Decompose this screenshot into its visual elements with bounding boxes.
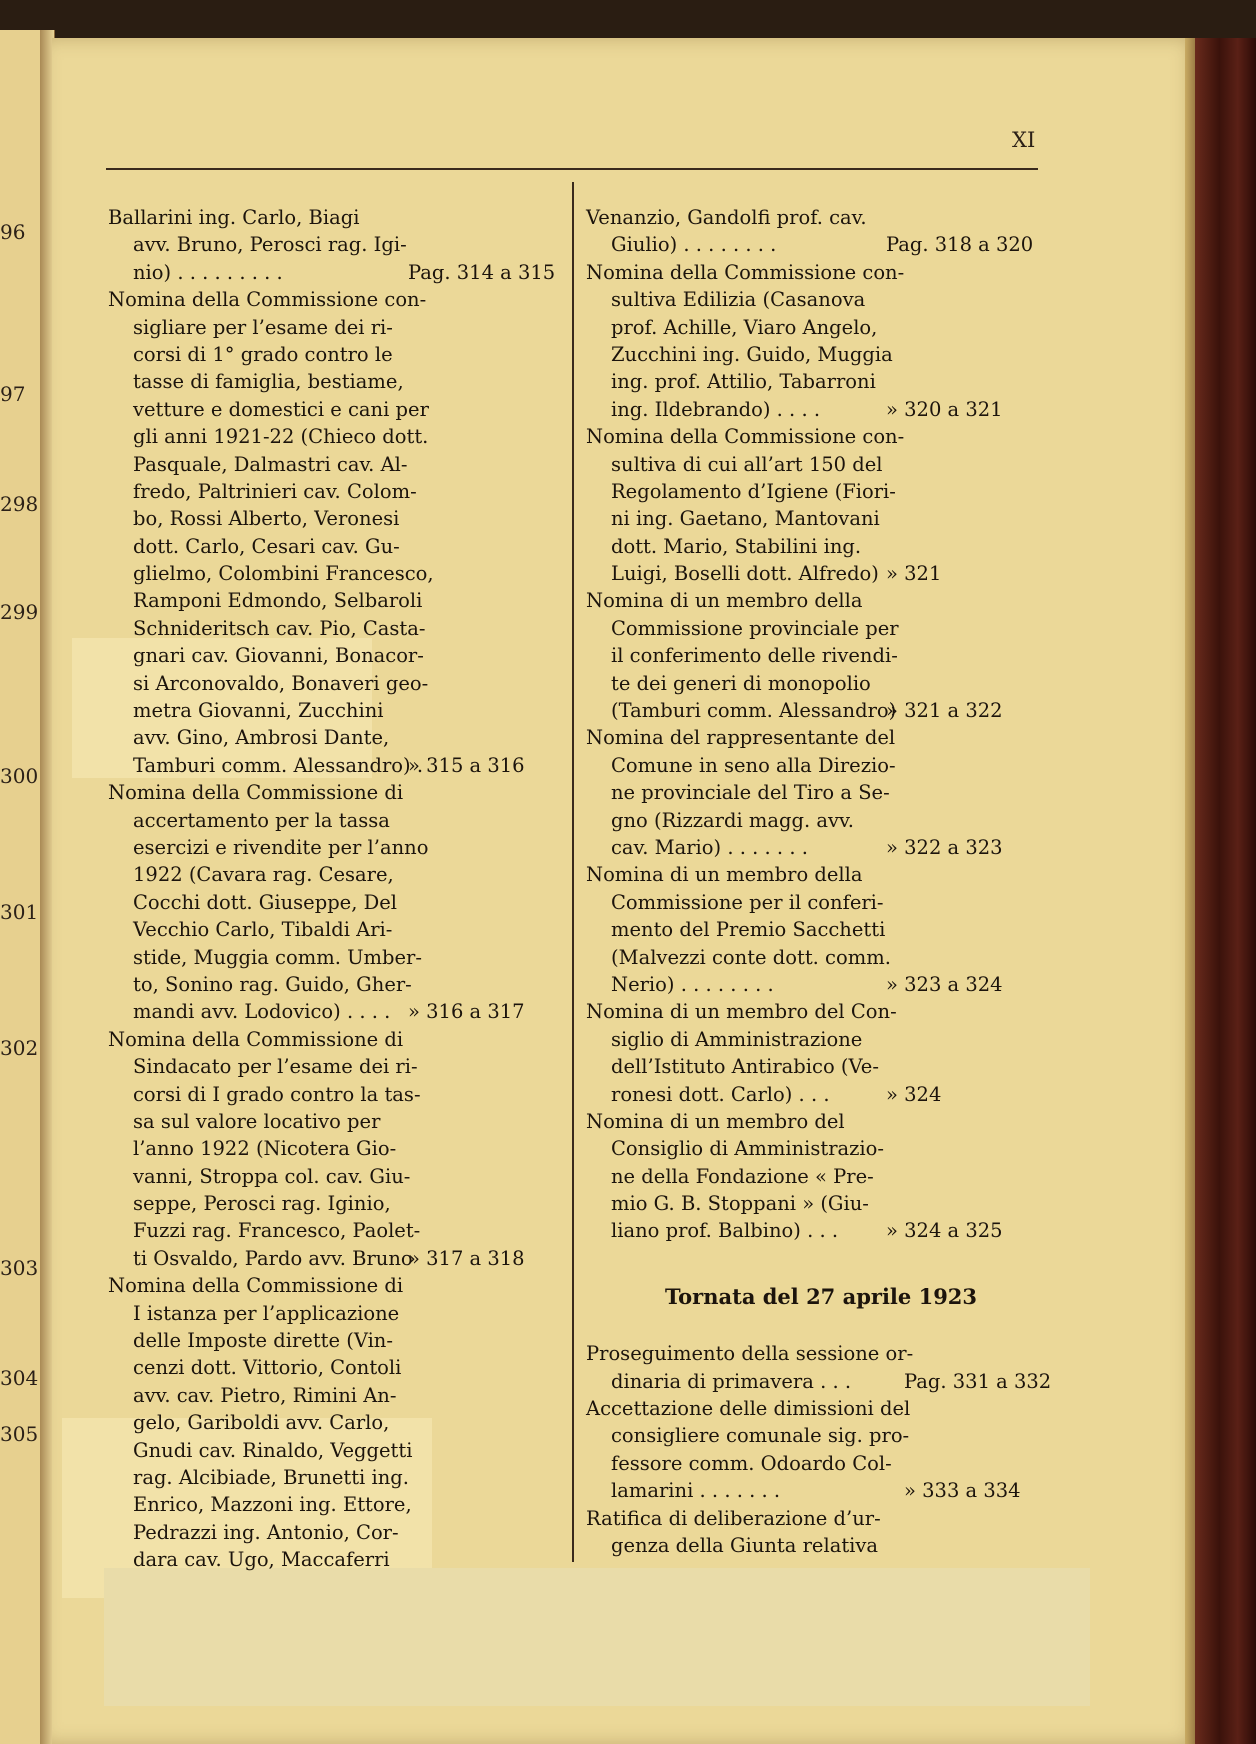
index-entry (586, 1340, 1056, 1395)
page-reference: Pag. 314 a 315 (408, 260, 556, 284)
entry-line: mio G. B. Stoppani » (Giu- (611, 1192, 869, 1216)
entry-line: Nomina della Commissione di (108, 1027, 404, 1051)
entry-line: fredo, Paltrinieri cav. Colom- (133, 479, 417, 503)
entry-line: sa sul valore locativo per (133, 1109, 381, 1133)
index-entry (108, 1272, 572, 1573)
index-entry (108, 204, 572, 286)
entry-line: cav. Mario) . . . . . . . » 322 a 323 (586, 834, 1056, 861)
margin-number: 300 (0, 764, 39, 788)
section-title: Tornata del 27 aprile 1923 (664, 1283, 978, 1309)
entry-line: Pedrazzi ing. Antonio, Cor- (133, 1520, 399, 1544)
entry-line: Commissione provinciale per (611, 616, 899, 640)
entry-line: vanni, Stroppa col. cav. Giu- (133, 1164, 411, 1188)
right-column-entries (586, 204, 1056, 1245)
entry-line: glielmo, Colombini Francesco, (133, 562, 434, 586)
section-entries (586, 1340, 1056, 1559)
entry-line: vetture e domestici e cani per (133, 397, 429, 421)
entry-line: delle Imposte dirette (Vin- (133, 1329, 393, 1353)
entry-line: Schnideritsch cav. Pio, Casta- (133, 616, 426, 640)
entry-line: Nomina del rappresentante del (586, 726, 896, 750)
entry-line: Nomina della Commissione con- (586, 260, 905, 284)
entry-line: Enrico, Mazzoni ing. Ettore, (133, 1493, 412, 1517)
entry-line: (Tamburi comm. Alessandro) » 321 a 322 (586, 697, 1056, 724)
entry-line: Tamburi comm. Alessandro) . » 315 a 316 (108, 752, 572, 779)
entry-line: tasse di famiglia, bestiame, (133, 370, 404, 394)
entry-line: bo, Rossi Alberto, Veronesi (133, 507, 400, 531)
page-reference: » 317 a 318 (408, 1246, 525, 1270)
entry-line: Ballarini ing. Carlo, Biagi (108, 206, 360, 229)
page-reference: » 320 a 321 (886, 397, 1003, 421)
entry-line: Vecchio Carlo, Tibaldi Ari- (133, 918, 393, 942)
entry-line: esercizi e rivendite per l’anno (133, 835, 429, 859)
index-entry (586, 724, 1056, 861)
entry-line: Nerio) . . . . . . . . » 323 a 324 (586, 971, 1056, 998)
entry-line: Ratifica di deliberazione d’ur- (586, 1506, 881, 1530)
entry-line: Giulio) . . . . . . . . Pag. 318 a 320 (586, 231, 1056, 258)
entry-line: gnari cav. Giovanni, Bonacor- (133, 644, 424, 668)
entry-line: Ramponi Edmondo, Selbaroli (133, 589, 423, 613)
entry-line: dell’Istituto Antirabico (Ve- (611, 1055, 879, 1079)
entry-line: ti Osvaldo, Pardo avv. Bruno » 317 a 318 (108, 1245, 572, 1272)
index-entry (586, 998, 1056, 1108)
entry-line: Regolamento d’Igiene (Fiori- (611, 479, 896, 503)
entry-line: Fuzzi rag. Francesco, Paolet- (133, 1219, 421, 1243)
index-entry (586, 861, 1056, 998)
entry-line: l’anno 1922 (Nicotera Gio- (133, 1137, 397, 1161)
entry-line: gno (Rizzardi magg. avv. (611, 808, 854, 832)
index-entry (586, 1108, 1056, 1245)
entry-line: ing. Ildebrando) . . . . » 320 a 321 (586, 396, 1056, 423)
left-column (108, 204, 572, 1574)
entry-line: Venanzio, Gandolfi prof. cav. (586, 206, 867, 229)
index-entry (586, 587, 1056, 724)
index-entry (586, 259, 1056, 423)
entry-line: lamarini . . . . . . . » 333 a 334 (586, 1477, 1056, 1504)
entry-line: Zucchini ing. Guido, Muggia (611, 342, 893, 366)
page-reference: » 324 a 325 (886, 1219, 1003, 1243)
entry-line: siglio di Amministrazione (611, 1027, 863, 1051)
entry-line: liano prof. Balbino) . . . » 324 a 325 (586, 1217, 1056, 1244)
entry-line: sigliare per l’esame dei ri- (133, 315, 393, 339)
index-entry (586, 423, 1056, 587)
header-rule (106, 168, 1038, 170)
entry-line: te dei generi di monopolio (611, 671, 871, 695)
entry-line: Luigi, Boselli dott. Alfredo) » 321 (586, 560, 1056, 587)
margin-number: 302 (0, 1036, 39, 1060)
entry-line: il conferimento delle rivendi- (611, 644, 898, 668)
entry-line: dinaria di primavera . . . Pag. 331 a 332 (586, 1368, 1056, 1395)
entry-line: corsi di I grado contro la tas- (133, 1082, 421, 1106)
pasted-paper-strip (104, 1568, 1090, 1706)
entry-line: Nomina della Commissione con- (586, 425, 905, 449)
entry-line: avv. Gino, Ambrosi Dante, (133, 726, 390, 750)
entry-line: Consiglio di Amministrazio- (611, 1137, 884, 1161)
entry-line: sultiva di cui all’art 150 del (611, 452, 883, 476)
entry-line: Sindacato per l’esame dei ri- (133, 1055, 418, 1079)
entry-line: (Malvezzi conte dott. comm. (611, 945, 891, 969)
entry-line: Nomina di un membro della (586, 863, 863, 887)
entry-line: Nomina della Commissione con- (108, 288, 427, 312)
book-binding (1195, 38, 1256, 1744)
index-entry (108, 286, 572, 779)
entry-line: corsi di 1° grado contro le (133, 342, 393, 366)
entry-line: Comune in seno alla Direzio- (611, 753, 896, 777)
entry-line: avv. Bruno, Perosci rag. Igi- (133, 233, 407, 257)
entry-line: ne provinciale del Tiro a Se- (611, 781, 890, 805)
entry-line: Accettazione delle dimissioni del (586, 1397, 911, 1421)
page-reference: » 323 a 324 (886, 972, 1003, 996)
index-entry (586, 1505, 1056, 1560)
margin-number: 97 (0, 382, 26, 406)
margin-number: 303 (0, 1256, 39, 1280)
entry-line: si Arconovaldo, Bonaveri geo- (133, 671, 429, 695)
entry-line: prof. Achille, Viaro Angelo, (611, 315, 878, 339)
entry-line: seppe, Perosci rag. Iginio, (133, 1192, 391, 1216)
page-reference: » 315 a 316 (408, 753, 525, 777)
entry-line: Cocchi dott. Giuseppe, Del (133, 890, 398, 914)
entry-line: Commissione per il conferi- (611, 890, 884, 914)
margin-number: 299 (0, 600, 39, 624)
index-entry (108, 1026, 572, 1273)
entry-line: dott. Carlo, Cesari cav. Gu- (133, 534, 400, 558)
entry-line: stide, Muggia comm. Umber- (133, 945, 422, 969)
entry-line: ronesi dott. Carlo) . . . » 324 (586, 1081, 1056, 1108)
page-reference: » 321 (886, 562, 942, 586)
entry-line: I istanza per l’applicazione (133, 1301, 400, 1325)
entry-line: gelo, Gariboldi avv. Carlo, (133, 1411, 390, 1435)
entry-line: cenzi dott. Vittorio, Contoli (133, 1356, 402, 1380)
entry-line: Nomina della Commissione di (108, 781, 404, 805)
index-entry (108, 779, 572, 1026)
entry-line: sultiva Edilizia (Casanova (611, 288, 866, 312)
page-reference: Pag. 318 a 320 (886, 233, 1034, 257)
entry-line: to, Sonino rag. Guido, Gher- (133, 972, 412, 996)
margin-number: 96 (0, 220, 26, 244)
margin-number: 305 (0, 1422, 39, 1446)
page-reference: » 316 a 317 (408, 1000, 525, 1024)
entry-line: ni ing. Gaetano, Mantovani (611, 507, 880, 531)
entry-line: nio) . . . . . . . . . Pag. 314 a 315 (108, 259, 572, 286)
entry-line: dott. Mario, Stabilini ing. (611, 534, 862, 558)
entry-line: mento del Premio Sacchetti (611, 918, 886, 942)
entry-line: ne della Fondazione « Pre- (611, 1164, 874, 1188)
entry-line: gli anni 1921-22 (Chieco dott. (133, 425, 429, 449)
entry-line: mandi avv. Lodovico) . . . . » 316 a 317 (108, 998, 572, 1025)
entry-line: dara cav. Ugo, Maccaferri (133, 1548, 390, 1572)
entry-line: avv. cav. Pietro, Rimini An- (133, 1383, 397, 1407)
margin-number: 301 (0, 900, 39, 924)
page-reference: » 322 a 323 (886, 835, 1003, 859)
page-reference: » 321 a 322 (886, 699, 1003, 723)
right-column (586, 204, 1056, 1559)
entry-line: Nomina di un membro della (586, 589, 863, 613)
page-number: XI (1012, 128, 1036, 152)
index-entry (586, 1395, 1056, 1505)
entry-line: 1922 (Cavara rag. Cesare, (133, 863, 394, 887)
entry-line: metra Giovanni, Zucchini (133, 699, 384, 723)
entry-line: consigliere comunale sig. pro- (611, 1424, 910, 1448)
entry-line: Nomina di un membro del Con- (586, 1000, 897, 1024)
entry-line: Nomina della Commissione di (108, 1274, 404, 1298)
index-entry (586, 204, 1056, 259)
entry-line: Proseguimento della sessione or- (586, 1342, 914, 1366)
entry-line: Pasquale, Dalmastri cav. Al- (133, 452, 408, 476)
page-reference: » 333 a 334 (904, 1479, 1021, 1503)
page-reference: » 324 (886, 1082, 942, 1106)
margin-number: 304 (0, 1366, 39, 1390)
entry-line: Gnudi cav. Rinaldo, Veggetti (133, 1438, 413, 1462)
entry-line: Nomina di un membro del (586, 1109, 845, 1133)
entry-line: fessore comm. Odoardo Col- (611, 1451, 892, 1475)
entry-line: accertamento per la tassa (133, 808, 390, 832)
entry-line: rag. Alcibiade, Brunetti ing. (133, 1465, 409, 1489)
margin-number: 298 (0, 492, 39, 516)
column-divider (572, 182, 574, 1562)
entry-line: genza della Giunta relativa (611, 1533, 879, 1557)
page-reference: Pag. 331 a 332 (904, 1369, 1052, 1393)
entry-line: ing. prof. Attilio, Tabarroni (611, 370, 876, 394)
